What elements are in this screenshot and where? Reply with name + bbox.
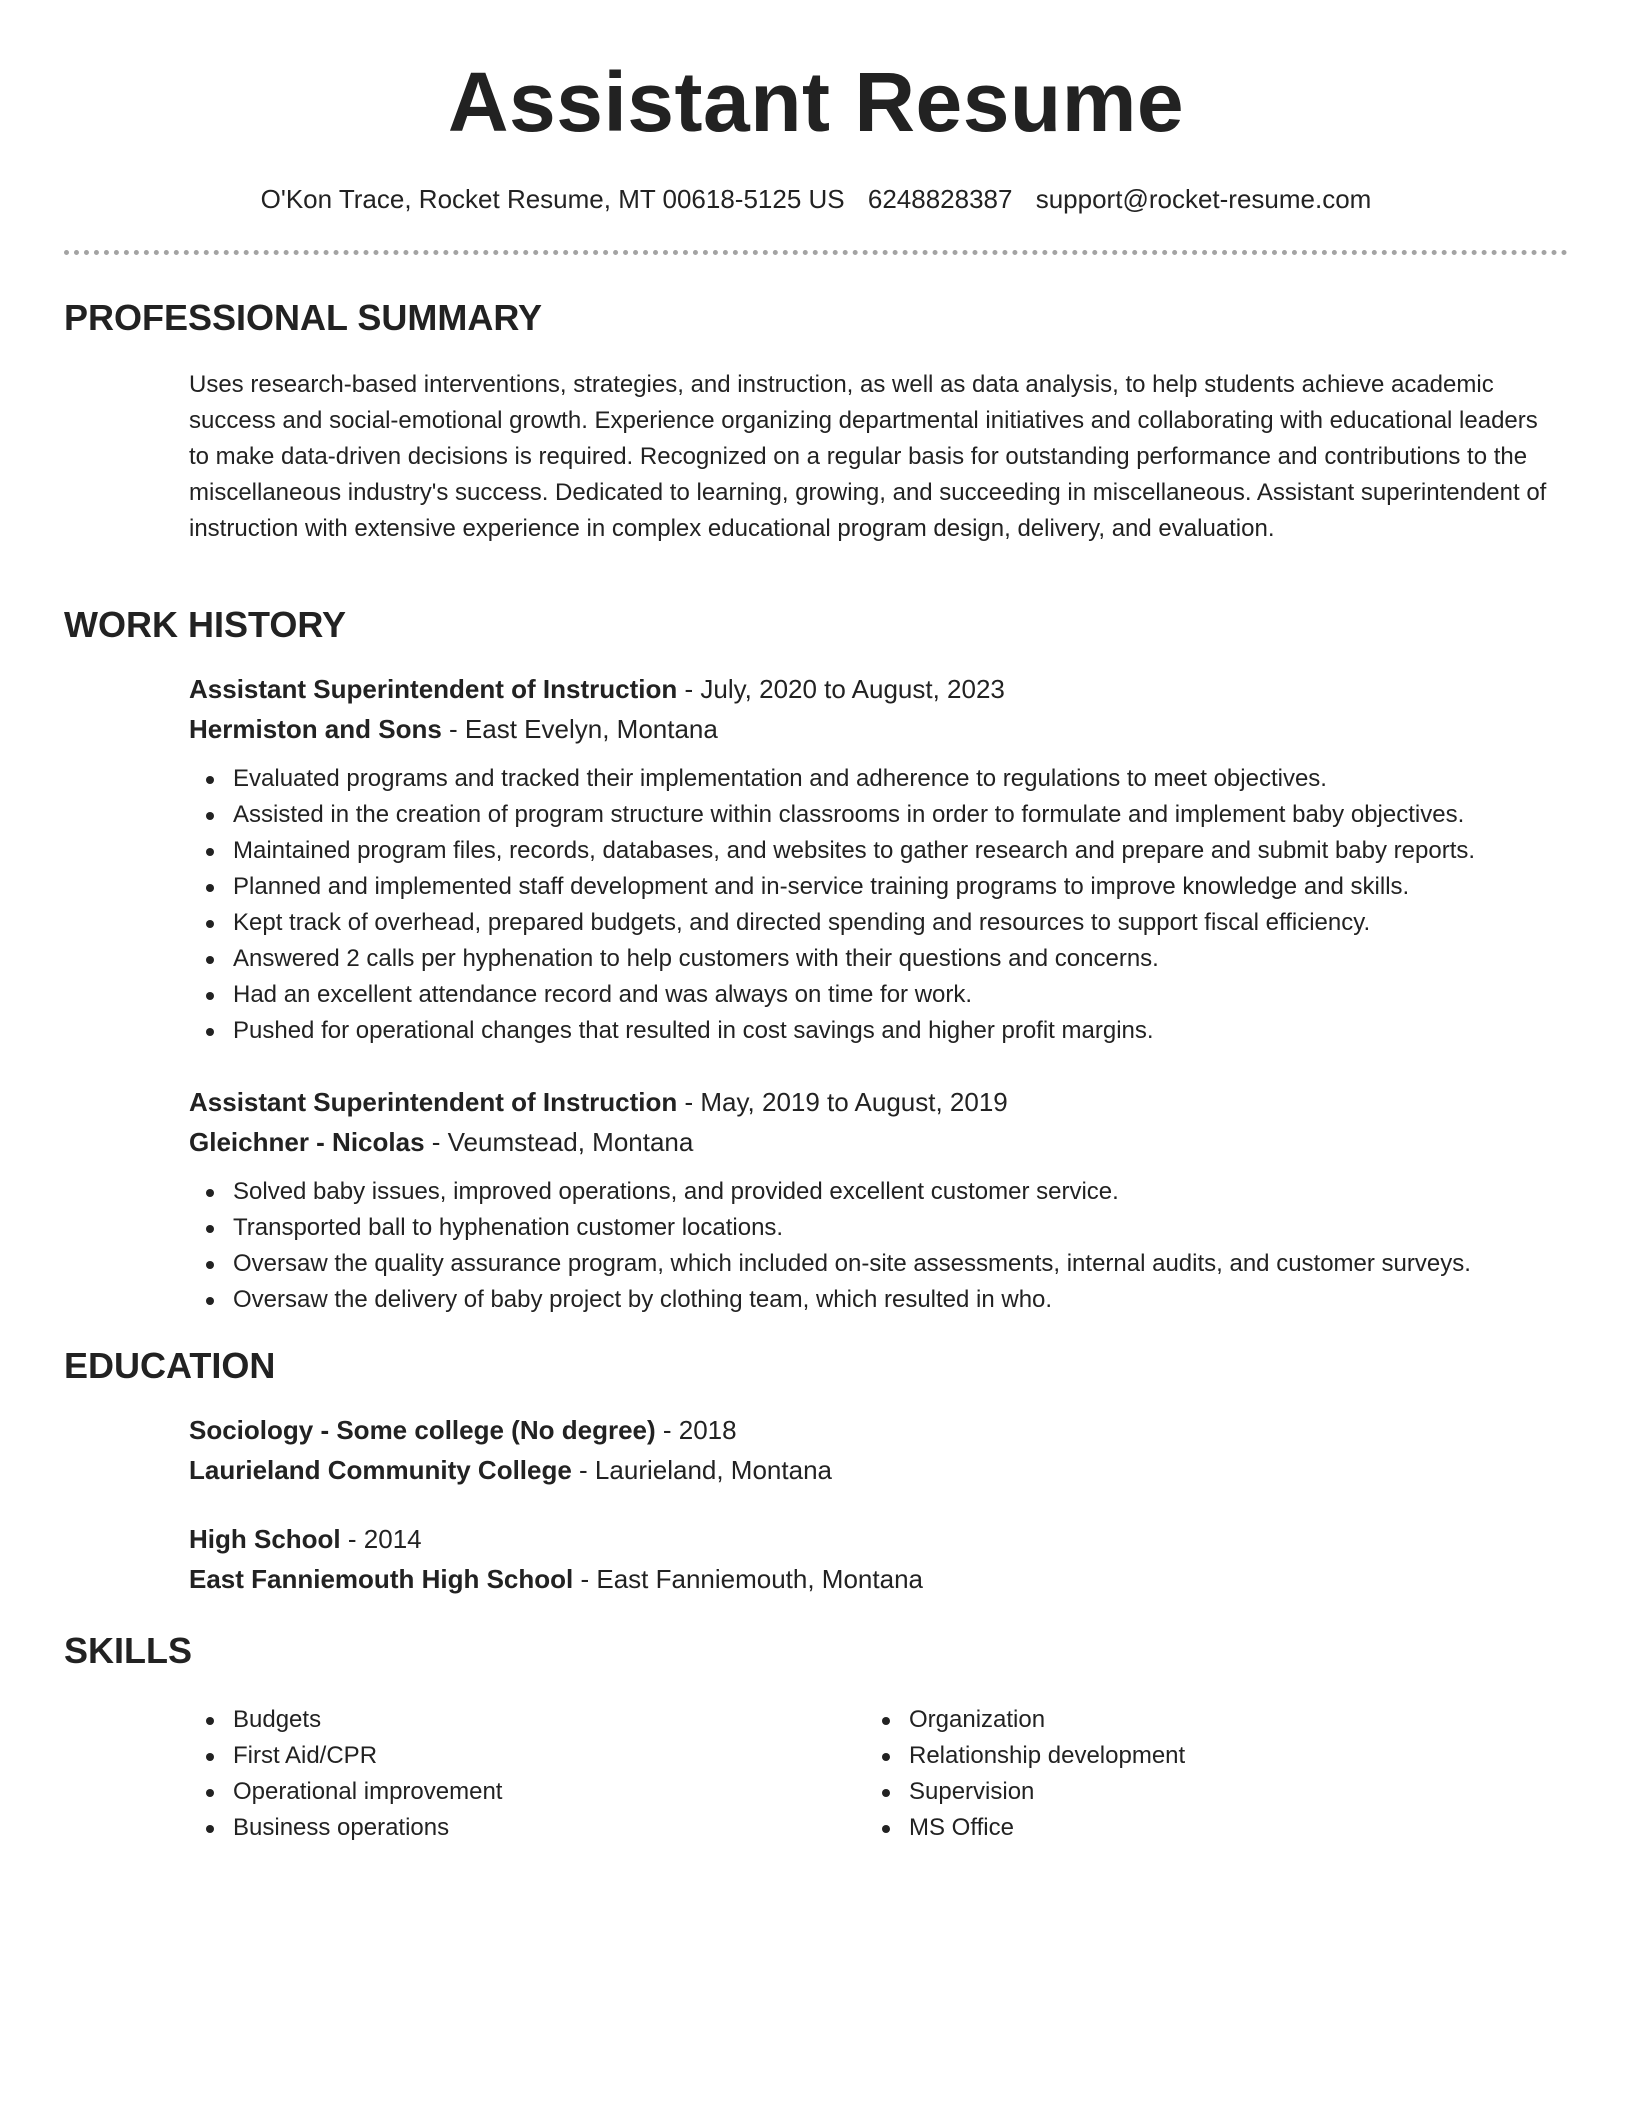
job-company: Hermiston and Sons: [189, 714, 442, 744]
list-item: Evaluated programs and tracked their implementation and adherence to regulations to meet objectives.: [189, 761, 1564, 797]
skill-item: Business operations: [189, 1810, 502, 1846]
section-heading-work-history: WORK HISTORY: [64, 604, 347, 645]
job-location: - Veumstead, Montana: [424, 1127, 694, 1157]
skill-item: Relationship development: [865, 1738, 1185, 1774]
education-school-line: [189, 1450, 1564, 1490]
section-heading-education: EDUCATION: [64, 1345, 276, 1386]
section-heading-skills: SKILLS: [64, 1630, 193, 1671]
education-year: - 2014: [340, 1524, 422, 1554]
job-entry: [189, 1082, 1564, 1318]
section-heading-summary: PROFESSIONAL SUMMARY: [64, 297, 543, 338]
skills-list: [189, 1702, 502, 1846]
education-degree-line: [189, 1519, 1564, 1559]
job-entry: [189, 669, 1564, 1049]
education-degree: High School: [189, 1524, 341, 1554]
education-school-line: [189, 1559, 1564, 1599]
list-item: Answered 2 calls per hyphenation to help customers with their questions and concerns.: [189, 941, 1564, 977]
list-item: Solved baby issues, improved operations, and provided excellent customer service.: [189, 1174, 1564, 1210]
list-item: Assisted in the creation of program structure within classrooms in order to formulate and implement baby objectives.: [189, 797, 1564, 833]
skills-list: [865, 1702, 1185, 1846]
education-entry: [189, 1519, 1564, 1599]
skill-item: Operational improvement: [189, 1774, 502, 1810]
list-item: Maintained program files, records, databases, and websites to gather research and prepare and submit baby reports.: [189, 833, 1564, 869]
list-item: Oversaw the quality assurance program, which included on-site assessments, internal audits, and customer surveys.: [189, 1246, 1564, 1282]
education-degree: Sociology - Some college (No degree): [189, 1415, 656, 1445]
job-company-line: [189, 709, 1564, 749]
skill-item: MS Office: [865, 1810, 1185, 1846]
job-title: Assistant Superintendent of Instruction: [189, 1087, 678, 1117]
contact-phone: 6248828387: [867, 184, 1013, 214]
contact-address: O'Kon Trace, Rocket Resume, MT 00618-5125 US: [260, 184, 845, 214]
list-item: Planned and implemented staff development and in-service training programs to improve knowledge and skills.: [189, 869, 1564, 905]
summary-text: Uses research-based interventions, strategies, and instruction, as well as data analysis, to help students achieve academic success and social-emotional growth. Experience organizing departmental initiatives and collaborating with educational leaders to make data-driven decisions is required. Recognized on a regular basis for outstanding performance and contributions to the miscellaneous industry's success. Dedicated to learning, growing, and succeeding in miscellaneous. Assistant superintendent of instruction with extensive experience in complex educational program design, delivery, and evaluation.: [189, 371, 1547, 542]
education-school: East Fanniemouth High School: [189, 1564, 574, 1594]
education-location: - Laurieland, Montana: [571, 1455, 832, 1485]
contact-email: support@rocket-resume.com: [1035, 184, 1372, 214]
job-title-line: [189, 1082, 1564, 1122]
skills-column-right: [865, 1702, 1185, 1846]
job-bullet-list: [189, 761, 1564, 1049]
job-company: Gleichner - Nicolas: [189, 1127, 425, 1157]
job-dates: - July, 2020 to August, 2023: [677, 674, 1005, 704]
job-location: - East Evelyn, Montana: [441, 714, 718, 744]
skill-item: First Aid/CPR: [189, 1738, 502, 1774]
job-title: Assistant Superintendent of Instruction: [189, 674, 678, 704]
list-item: Had an excellent attendance record and was always on time for work.: [189, 977, 1564, 1013]
education-location: - East Fanniemouth, Montana: [573, 1564, 923, 1594]
education-year: - 2018: [655, 1415, 737, 1445]
job-title-line: [189, 669, 1564, 709]
job-bullet-list: [189, 1174, 1564, 1318]
job-company-line: [189, 1122, 1564, 1162]
job-dates: - May, 2019 to August, 2019: [677, 1087, 1008, 1117]
contact-line: [0, 182, 1632, 216]
list-item: Pushed for operational changes that resulted in cost savings and higher profit margins.: [189, 1013, 1564, 1049]
skill-item: Budgets: [189, 1702, 502, 1738]
list-item: Transported ball to hyphenation customer locations.: [189, 1210, 1564, 1246]
skill-item: Organization: [865, 1702, 1185, 1738]
resume-title: Assistant Resume: [447, 55, 1185, 149]
header-divider: [64, 250, 1568, 255]
skill-item: Supervision: [865, 1774, 1185, 1810]
skills-column-left: [189, 1702, 502, 1846]
list-item: Oversaw the delivery of baby project by clothing team, which resulted in who.: [189, 1282, 1564, 1318]
education-entry: [189, 1410, 1564, 1490]
list-item: Kept track of overhead, prepared budgets, and directed spending and resources to support fiscal efficiency.: [189, 905, 1564, 941]
education-school: Laurieland Community College: [189, 1455, 572, 1485]
education-degree-line: [189, 1410, 1564, 1450]
